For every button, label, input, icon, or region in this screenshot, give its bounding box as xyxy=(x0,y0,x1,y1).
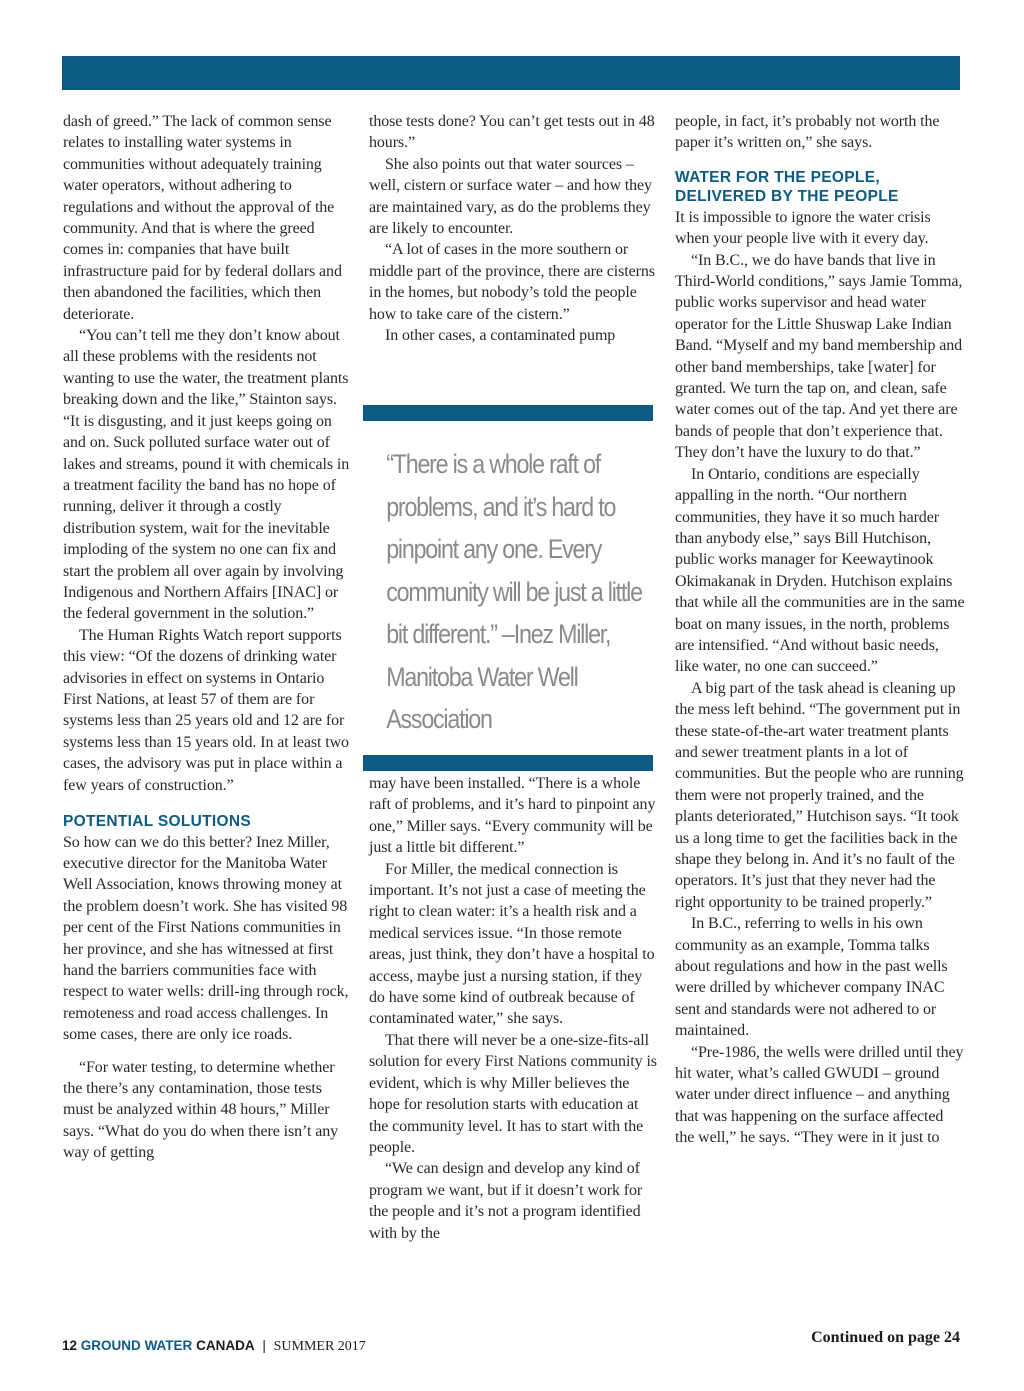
pull-quote-top-bar xyxy=(363,405,653,421)
paragraph: “For water testing, to determine whether the there’s any contamination, those tests must be analyzed within 48 hours,” Miller says. “What do you do when there isn’t any way of getting xyxy=(63,1058,338,1162)
paragraph: dash of greed.” The lack of common sense relates to installing water systems in communities without adequately training water operators, without adhering to regulations and without the approval of the community. And that is where the greed comes in: companies that have built infrastructure paid for by federal dollars and then abandoned the facilities, which then deteriorate. xyxy=(63,113,342,323)
paragraph: For Miller, the medical connection is important. It’s not just a case of meeting the right to clean water: it’s a health risk and a medical services issue. “In those remote areas, just think, they don’t have a hospital to access, maybe just a nursing station, if they do have some kind of outbreak because of contaminated water,” she says. xyxy=(369,860,655,1028)
header-bar xyxy=(62,56,960,90)
subhead-potential-solutions: POTENTIAL SOLUTIONS xyxy=(63,813,251,830)
paragraph: may have been installed. “There is a whole raft of problems, and it’s hard to pinpoint any one,” Miller says. “Every community will be just a little bit different.” xyxy=(369,775,656,857)
page-number: 12 xyxy=(62,1338,78,1353)
pull-quote-text: “There is a whole raft of problems, and it’s hard to pinpoint any one. Every community will be just a little bit different.” –Inez Miller, Manitoba Water Well Association xyxy=(386,449,642,734)
magazine-name-water: WATER xyxy=(144,1338,193,1353)
pull-quote xyxy=(363,405,653,771)
paragraph: She also points out that water sources – well, cistern or surface water – and how they are maintained vary, as do the problems they are likely to encounter. xyxy=(369,155,652,238)
subhead-line-1: WATER FOR THE PEOPLE, xyxy=(675,168,880,186)
paragraph: In other cases, a contaminated pump xyxy=(385,327,616,345)
paragraph: The Human Rights Watch report supports this view: “Of the dozens of drinking water advisories in effect on systems in Ontario First Nations, at least 57 of them are for systems less than 25 years old and 12 are for systems less than 15 years old. In at least two cases, the advisory was put in place within a few years of construction.” xyxy=(63,626,349,794)
paragraph: people, in fact, it’s probably not worth the paper it’s written on,” she says. xyxy=(675,113,940,152)
paragraph: In B.C., referring to wells in his own community as an example, Tomma talks about regulations and how in the past wells were drilled by whichever company INAC sent and standards were not adhered to or maintained. xyxy=(675,915,948,1040)
paragraph: It is impossible to ignore the water crisis when your people live with it every day. xyxy=(675,208,931,248)
page-footer xyxy=(62,1338,366,1355)
paragraph: So how can we do this better? Inez Miller, executive director for the Manitoba Water Well Association, knows throwing money at the problem doesn’t work. She has visited 98 per cent of the First Nations communities in her province, and she has witnessed at first hand the barriers communities face with respect to water wells: drill-ing through rock, remoteness and road access challenges. In some cases, there are only ice roads. xyxy=(63,833,349,1044)
paragraph: “A lot of cases in the more southern or middle part of the province, there are cisterns in the homes, but nobody’s told the people how to take care of the cistern.” xyxy=(369,241,655,323)
paragraph: “We can design and develop any kind of program we want, but if it doesn’t work for the people and it’s not a program identified with by the xyxy=(369,1160,643,1242)
issue-date: SUMMER 2017 xyxy=(273,1339,366,1354)
subhead-water-for-the-people xyxy=(675,168,965,207)
pull-quote-bottom-bar xyxy=(363,755,653,771)
paragraph: In Ontario, conditions are especially appalling in the north. “Our northern communities, they have it so much harder than anybody else,” says Bill Hutchison, public works manager for Keewaytinook Okimakanak in Dryden. Hutchison explains that while all the communities are in the same boat on many issues, in the north, problems are intensified. “And without basic needs, like water, no one can succeed.” xyxy=(675,465,965,676)
paragraph: That there will never be a one-size-fits-all solution for every First Nations community is evident, which is why Miller believes the hope for resolution starts with education at the community level. It has to start with the people. xyxy=(369,1031,657,1156)
paragraph: A big part of the task ahead is cleaning up the mess left behind. “The government put in these state-of-the-art water treatment plants and sewer treatment plants in a lot of communities. But the people who are running them were not properly trained, and the plants deteriorated,” Hutchison says. “It took us a long time to get the facilities back in the shape they belong in. And it’s no fault of the operators. It’s just that they never had the right opportunity to be trained properly.” xyxy=(675,679,964,911)
continued-on-page: Continued on page 24 xyxy=(811,1329,960,1346)
paragraph: “Pre-1986, the wells were drilled until they hit water, what’s called GWUDI – ground water under direct influence – and anything that was happening on the surface affected the well,” he says. “They were in it just to xyxy=(675,1043,964,1147)
paragraph: “You can’t tell me they don’t know about all these problems with the residents not wanting to use the water, the treatment plants breaking down and the like,” Stainton says. “It is disgusting, and it just keeps going on and on. Suck polluted surface water out of lakes and streams, pound it with chemicals in a treatment facility the band has no hope of running, deliver it through a costly distribution system, wait for the inevitable imploding of the system no one can fix and start the problem all over again by involving Indigenous and Northern Affairs [INAC] or the federal government in the solution.” xyxy=(63,327,350,623)
paragraph: “In B.C., we do have bands that live in Third-World conditions,” says Jamie Tomma, public works supervisor and head water operator for the Little Shuswap Lake Indian Band. “Myself and my band membership and other band memberships, take [water] for granted. We turn the tap on, and clean, safe water comes out of the tap. And yet there are bands of people that don’t experience that. They don’t have the luxury to do that.” xyxy=(675,251,963,462)
column-3 xyxy=(675,111,965,1149)
subhead-line-2: DELIVERED BY THE PEOPLE xyxy=(675,188,899,206)
magazine-name-ground: GROUND xyxy=(80,1338,141,1353)
paragraph: those tests done? You can’t get tests out in 48 hours.” xyxy=(369,113,655,152)
column-2-lower xyxy=(369,773,659,1244)
column-1 xyxy=(63,111,353,1164)
magazine-name-canada: CANADA xyxy=(196,1338,255,1353)
column-2 xyxy=(369,111,659,346)
footer-separator: | xyxy=(262,1338,266,1353)
